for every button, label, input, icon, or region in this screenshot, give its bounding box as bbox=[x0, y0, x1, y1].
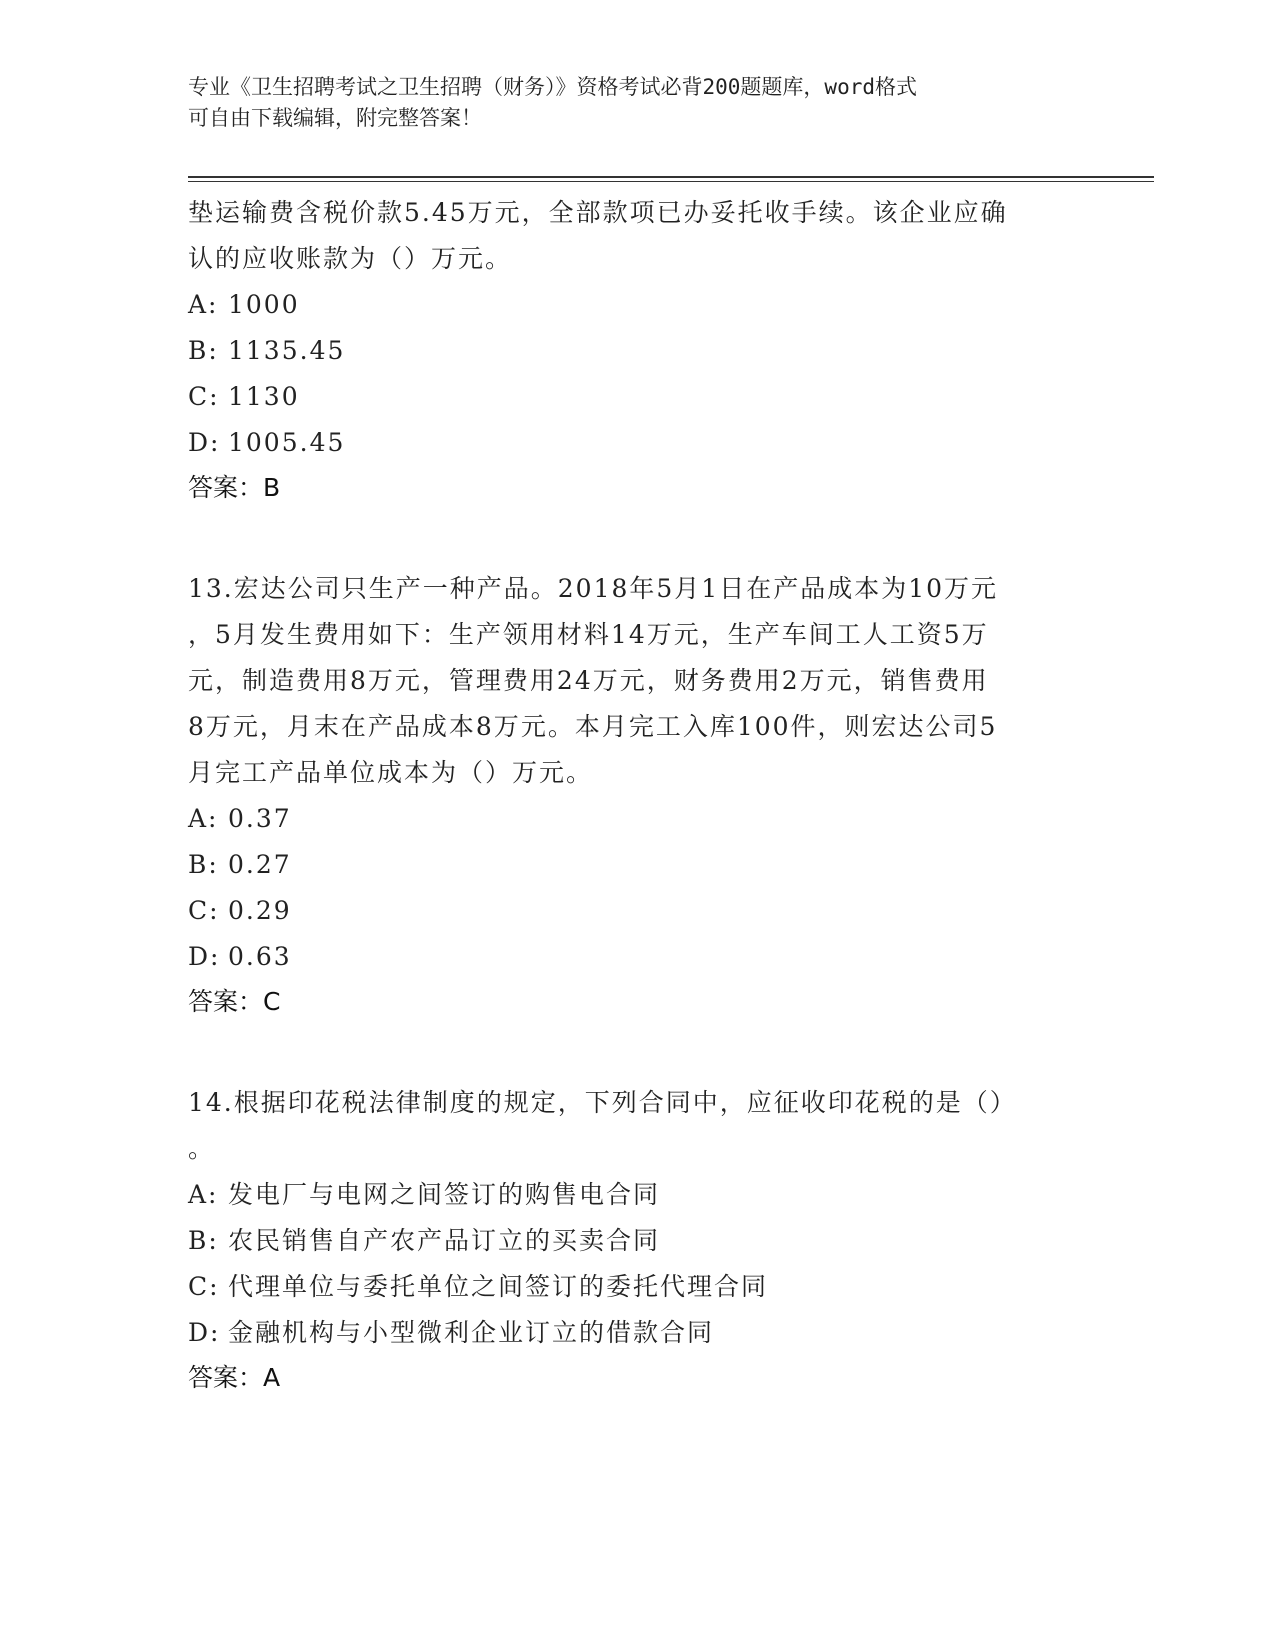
option-text: 代理单位与委托单位之间签订的委托代理合同 bbox=[228, 1272, 769, 1301]
option-key: C: bbox=[188, 1272, 220, 1301]
option-b bbox=[188, 1218, 1088, 1264]
spacer bbox=[188, 1024, 1088, 1080]
question-14 bbox=[188, 1080, 1088, 1400]
option-c bbox=[188, 888, 1088, 934]
option-key: D: bbox=[188, 1318, 221, 1347]
option-text: 1005.45 bbox=[228, 428, 346, 457]
header-title-line-1: 专业《卫生招聘考试之卫生招聘（财务）》资格考试必背200题题库，word格式 bbox=[188, 75, 917, 99]
answer-line: 答案：A bbox=[188, 1363, 281, 1392]
option-a bbox=[188, 282, 1088, 328]
option-d bbox=[188, 420, 1088, 466]
option-key: D: bbox=[188, 428, 221, 457]
option-key: A: bbox=[188, 804, 219, 833]
option-text: 0.29 bbox=[228, 896, 292, 925]
spacer bbox=[188, 510, 1088, 566]
question-text-line: 8万元，月末在产品成本8万元。本月完工入库100件，则宏达公司5 bbox=[188, 712, 998, 741]
question-text-line: 元，制造费用8万元，管理费用24万元，财务费用2万元，销售费用 bbox=[188, 666, 989, 695]
option-key: D: bbox=[188, 942, 221, 971]
question-text-line: 月完工产品单位成本为（）万元。 bbox=[188, 758, 594, 787]
option-text: 1135.45 bbox=[228, 336, 346, 365]
header-divider-thin bbox=[188, 181, 1154, 182]
option-text: 0.63 bbox=[228, 942, 292, 971]
question-text-line: 13.宏达公司只生产一种产品。2018年5月1日在产品成本为10万元 bbox=[188, 574, 999, 603]
option-key: B: bbox=[188, 336, 219, 365]
option-key: C: bbox=[188, 896, 220, 925]
question-text bbox=[188, 566, 1088, 796]
option-c bbox=[188, 1264, 1088, 1310]
option-text: 0.27 bbox=[228, 850, 292, 879]
question-13 bbox=[188, 566, 1088, 1024]
question-continued bbox=[188, 190, 1088, 510]
option-text: 1130 bbox=[228, 382, 300, 411]
option-a bbox=[188, 1172, 1088, 1218]
question-text-line: 14.根据印花税法律制度的规定，下列合同中，应征收印花税的是（） bbox=[188, 1088, 1017, 1117]
option-text: 金融机构与小型微利企业订立的借款合同 bbox=[228, 1318, 715, 1347]
option-text: 0.37 bbox=[228, 804, 292, 833]
option-a bbox=[188, 796, 1088, 842]
option-d bbox=[188, 934, 1088, 980]
document-body bbox=[188, 190, 1088, 1400]
document-header bbox=[188, 72, 1088, 134]
option-b bbox=[188, 328, 1088, 374]
question-text-line: 垫运输费含税价款5.45万元，全部款项已办妥托收手续。该企业应确 bbox=[188, 198, 1008, 227]
header-divider-thick bbox=[188, 176, 1154, 178]
question-text-line: ，5月发生费用如下：生产领用材料14万元，生产车间工人工资5万 bbox=[188, 620, 989, 649]
option-text: 农民销售自产农产品订立的买卖合同 bbox=[228, 1226, 661, 1255]
option-key: B: bbox=[188, 1226, 219, 1255]
option-d bbox=[188, 1310, 1088, 1356]
option-text: 1000 bbox=[228, 290, 300, 319]
option-key: C: bbox=[188, 382, 220, 411]
question-text-line: 。 bbox=[188, 1134, 216, 1163]
question-text bbox=[188, 190, 1088, 282]
question-text-line: 认的应收账款为（）万元。 bbox=[188, 244, 513, 273]
answer-line: 答案：C bbox=[188, 987, 281, 1016]
answer-line: 答案：B bbox=[188, 473, 281, 502]
option-key: A: bbox=[188, 1180, 219, 1209]
option-b bbox=[188, 842, 1088, 888]
question-text bbox=[188, 1080, 1088, 1172]
option-text: 发电厂与电网之间签订的购售电合同 bbox=[228, 1180, 661, 1209]
header-title-line-2: 可自由下载编辑，附完整答案！ bbox=[188, 106, 482, 130]
option-key: B: bbox=[188, 850, 219, 879]
option-c bbox=[188, 374, 1088, 420]
option-key: A: bbox=[188, 290, 219, 319]
